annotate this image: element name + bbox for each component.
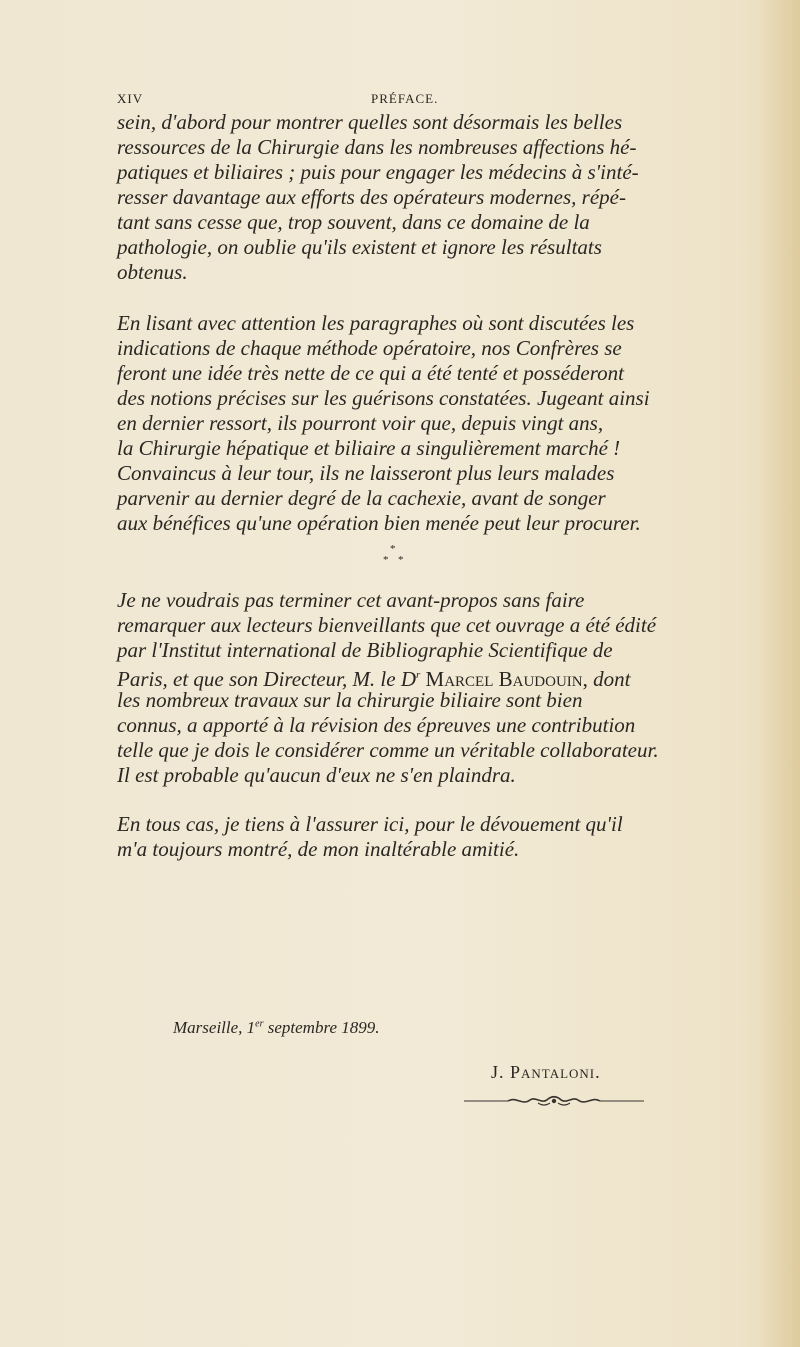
text-line: indications de chaque méthode opératoire, nos Confrères se	[117, 336, 622, 360]
text-line: Je ne voudrais pas terminer cet avant-propos sans faire	[117, 588, 585, 612]
text-line: des notions précises sur les guérisons constatées. Jugeant ainsi	[117, 386, 650, 410]
text-line: en dernier ressort, ils pourront voir que, depuis vingt ans,	[117, 411, 604, 435]
text-line: feront une idée très nette de ce qui a été tenté et posséderont	[117, 361, 624, 385]
text-line: la Chirurgie hépatique et biliaire a singulièrement marché !	[117, 436, 621, 460]
text-line: connus, a apporté à la révision des épreuves une contribution	[117, 713, 636, 737]
text-line: Il est probable qu'aucun d'eux ne s'en plaindra.	[117, 763, 516, 787]
asterism-star: *	[383, 554, 389, 566]
text-line: telle que je dois le considérer comme un véritable collaborateur.	[117, 738, 659, 762]
text-line: En tous cas, je tiens à l'assurer ici, pour le dévouement qu'il	[117, 812, 623, 836]
asterism-star: *	[398, 554, 404, 566]
date-day-superscript: er	[255, 1018, 264, 1030]
page-edge-shadow	[760, 0, 800, 1347]
place: Marseille,	[173, 1018, 243, 1037]
text-line: patiques et biliaires ; puis pour engager les médecins à s'inté-	[117, 160, 639, 184]
doctor-name: Marcel Baudouin,	[425, 667, 588, 691]
asterism-star: *	[390, 543, 396, 555]
asterism-ornament	[117, 536, 737, 588]
place-and-date	[173, 1018, 380, 1038]
text-fragment: Paris, et que son Directeur, M. le D	[117, 667, 417, 691]
text-line: obtenus.	[117, 260, 188, 284]
doctor-abbrev-superscript: r	[416, 669, 421, 681]
signature-initial: J.	[491, 1062, 505, 1082]
running-title: PRÉFACE.	[371, 91, 439, 106]
body-text	[117, 110, 737, 862]
running-head	[117, 91, 717, 109]
text-line-with-name	[117, 663, 737, 691]
text-line: En lisant avec attention les paragraphes où sont discutées les	[117, 311, 635, 335]
text-line: sein, d'abord pour montrer quelles sont désormais les belles	[117, 110, 623, 134]
paragraph-2	[117, 311, 737, 536]
text-line: m'a toujours montré, de mon inaltérable amitié.	[117, 837, 520, 861]
text-line: pathologie, on oublie qu'ils existent et ignore les résultats	[117, 235, 602, 259]
paragraph-3	[117, 588, 737, 788]
text-line: ressources de la Chirurgie dans les nombreuses affections hé-	[117, 135, 637, 159]
text-line: parvenir au dernier degré de la cachexie, avant de songer	[117, 486, 606, 510]
paragraph-1	[117, 110, 737, 285]
signature-name: Pantaloni.	[510, 1062, 601, 1082]
paragraph-4	[117, 812, 737, 862]
date-month-year: septembre 1899.	[267, 1018, 380, 1037]
page-number: XIV	[117, 91, 144, 106]
date-day: 1	[246, 1018, 256, 1037]
text-line: resser davantage aux efforts des opérateurs modernes, répé-	[117, 185, 626, 209]
author-signature	[491, 1062, 601, 1083]
text-fragment: dont	[593, 667, 631, 691]
text-line: par l'Institut international de Bibliographie Scientifique de	[117, 638, 613, 662]
text-line: remarquer aux lecteurs bienveillants que cet ouvrage a été édité	[117, 613, 657, 637]
text-line: Convaincus à leur tour, ils ne laisseront plus leurs malades	[117, 461, 615, 485]
tailpiece-ornament	[464, 1094, 644, 1108]
text-line: aux bénéfices qu'une opération bien menée peut leur procurer.	[117, 511, 641, 535]
text-line: les nombreux travaux sur la chirurgie biliaire sont bien	[117, 688, 583, 712]
text-line: tant sans cesse que, trop souvent, dans ce domaine de la	[117, 210, 590, 234]
